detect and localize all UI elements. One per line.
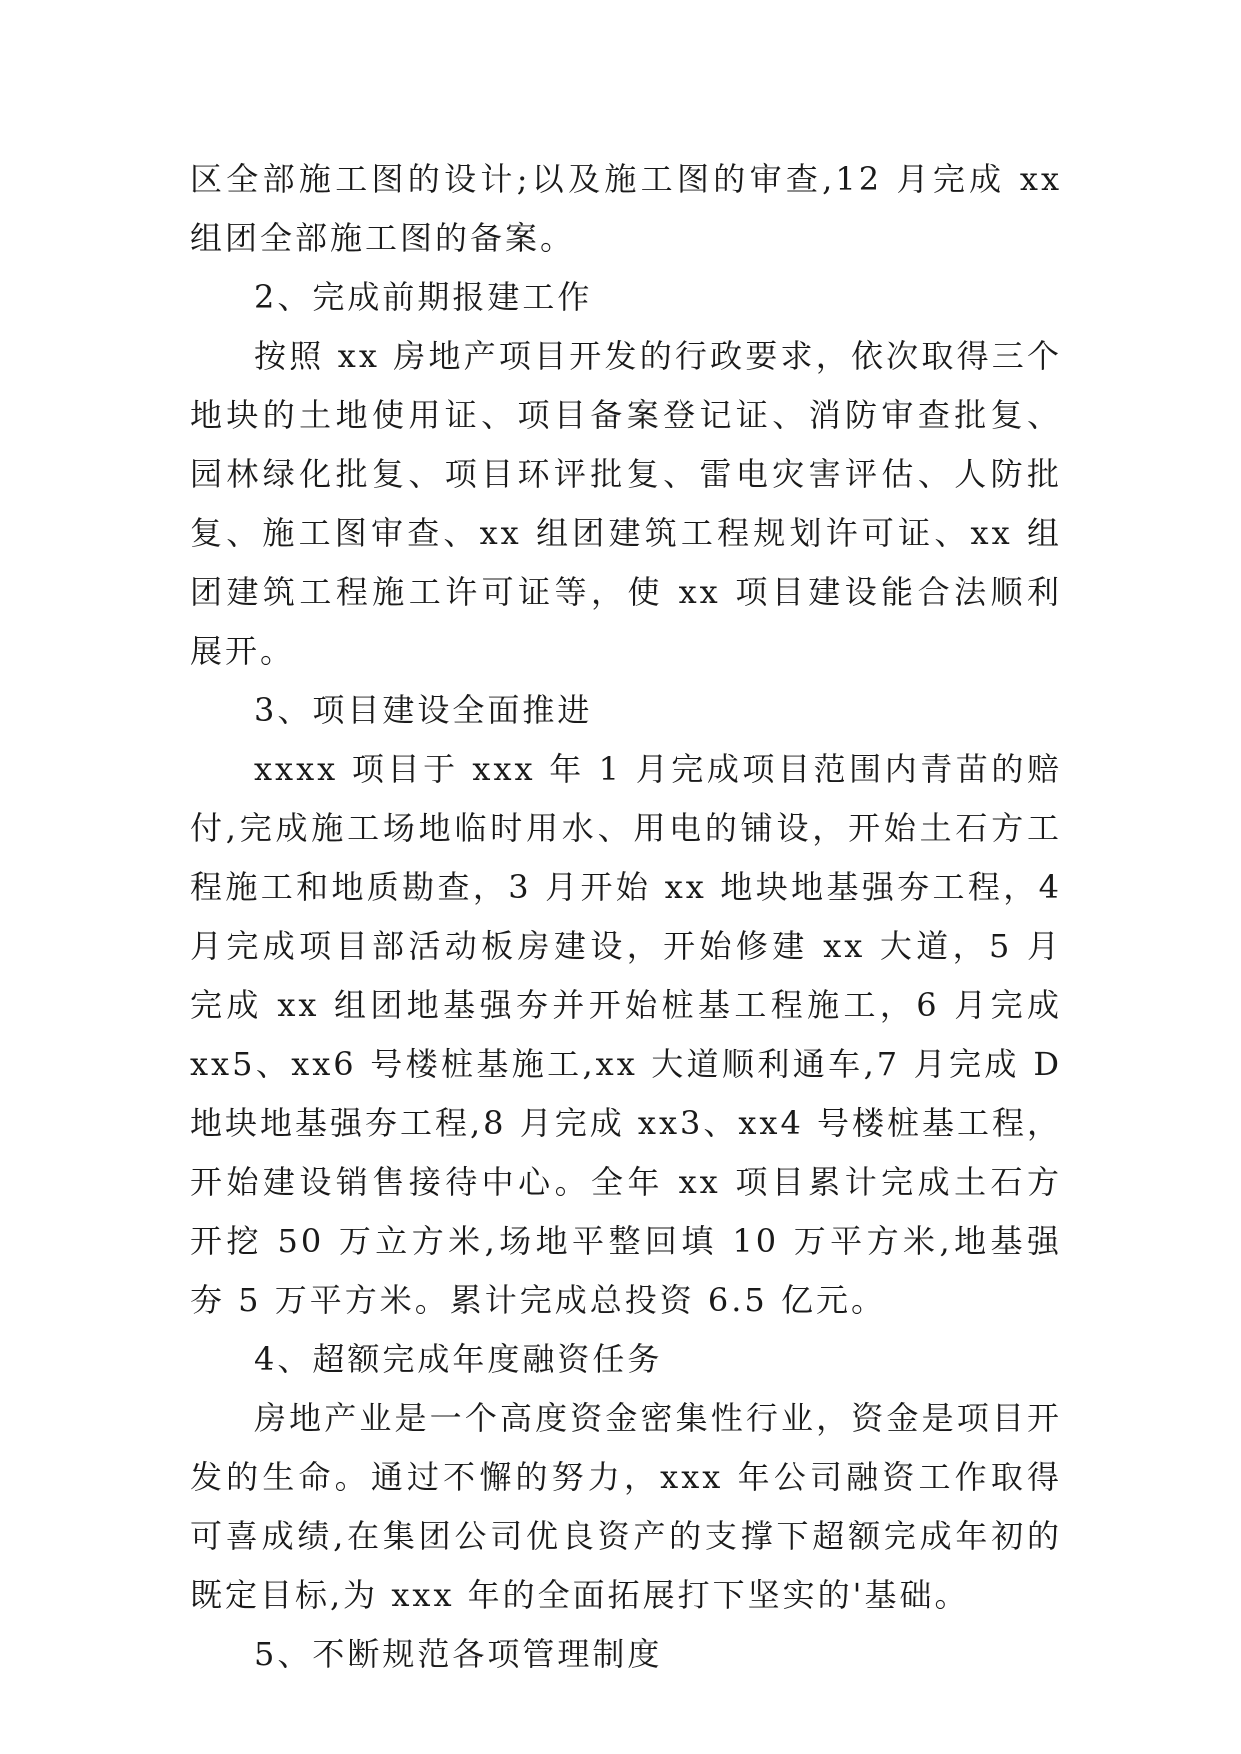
section-heading-2: 2、完成前期报建工作 xyxy=(254,278,593,316)
document-page xyxy=(190,150,1062,1684)
section-heading-5: 5、不断规范各项管理制度 xyxy=(254,1635,663,1673)
section-heading-3: 3、项目建设全面推进 xyxy=(254,691,593,729)
paragraph-continuation: 区全部施工图的设计;以及施工图的审查,12 月完成 xx 组团全部施工图的备案。 xyxy=(190,160,1062,257)
paragraph-section-4: 房地产业是一个高度资金密集性行业，资金是项目开发的生命。通过不懈的努力，xxx 年公司融资工作取得可喜成绩,在集团公司优良资产的支撑下超额完成年初的既定目标,为 xxx 年的全面拓展打下坚实的'基础。 xyxy=(190,1399,1062,1614)
paragraph-section-2: 按照 xx 房地产项目开发的行政要求，依次取得三个地块的土地使用证、项目备案登记证、消防审查批复、园林绿化批复、项目环评批复、雷电灾害评估、人防批复、施工图审查、xx 组团建筑工程规划许可证、xx 组团建筑工程施工许可证等，使 xx 项目建设能合法顺利展开。 xyxy=(190,337,1062,670)
paragraph-section-3: xxxx 项目于 xxx 年 1 月完成项目范围内青苗的赔付,完成施工场地临时用水、用电的铺设，开始土石方工程施工和地质勘查，3 月开始 xx 地块地基强夯工程，4 月完成项目部活动板房建设，开始修建 xx 大道，5 月完成 xx 组团地基强夯并开始桩基工程施工，6 月完成 xx5、xx6 号楼桩基施工,xx 大道顺利通车,7 月完成 D 地块地基强夯工程,8 月完成 xx3、xx4 号楼桩基工程，开始建设销售接待中心。全年 xx 项目累计完成土石方开挖 50 万立方米,场地平整回填 10 万平方米,地基强夯 5 万平方米。累计完成总投资 6.5 亿元。 xyxy=(190,750,1062,1319)
section-heading-4: 4、超额完成年度融资任务 xyxy=(254,1340,663,1378)
